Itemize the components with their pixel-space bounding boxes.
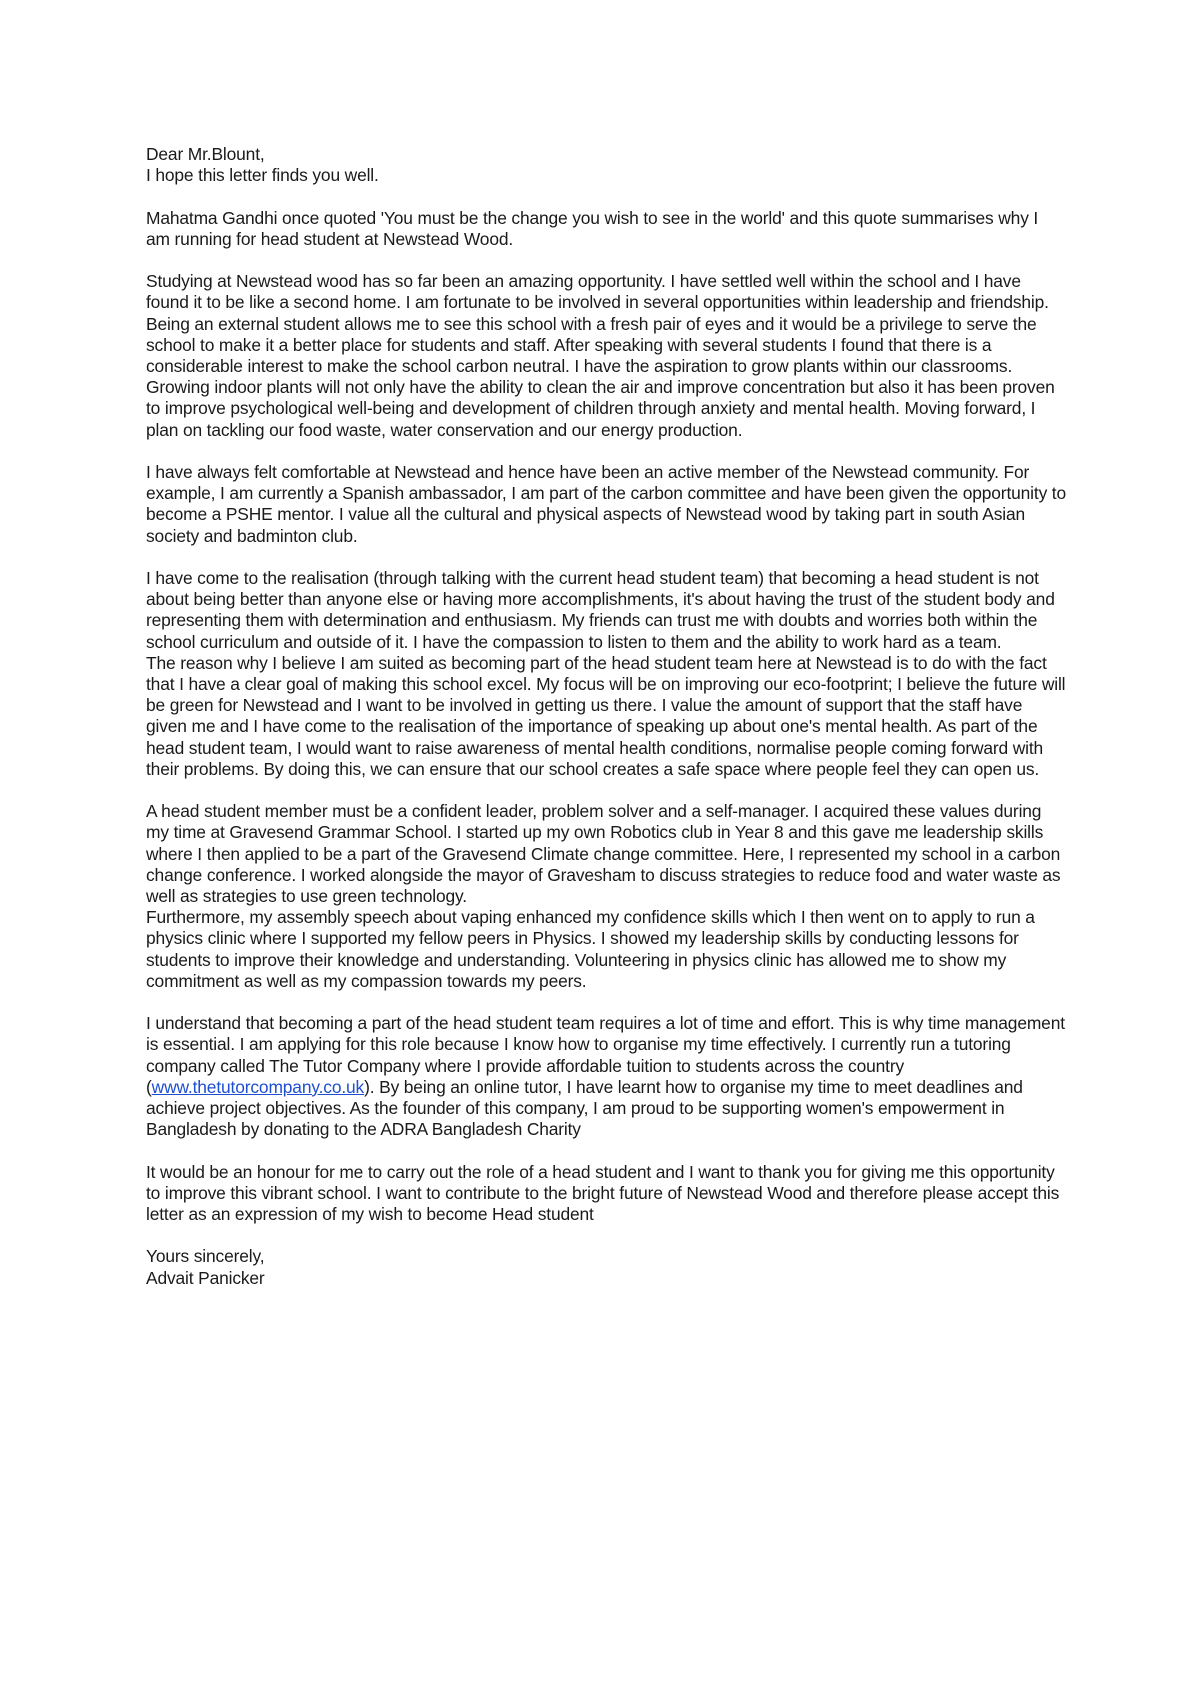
paragraph-tutoring bbox=[146, 1013, 1066, 1140]
tutoring-text-before: I understand that becoming a part of the head student team requires a lot of time and effort. This is why time management is essential. I am applying for this role because I know how to organise my time effectively. I currently run a tutoring company called The Tutor Company where I provide affordable tuition to students across the country ( bbox=[146, 1013, 1065, 1097]
paragraph-gandhi-quote: Mahatma Gandhi once quoted 'You must be the change you wish to see in the world' and this quote summarises why I am running for head student at Newstead Wood. bbox=[146, 207, 1039, 249]
paragraph-studying: Studying at Newstead wood has so far been an amazing opportunity. I have settled well within the school and I have found it to be like a second home. I am fortunate to be involved in several opportunities within leadership and friendship. Being an external student allows me to see this school with a fresh pair of eyes and it would be a privilege to serve the school to make it a better place for students and staff. After speaking with several students I found that there is a considerable interest to make the school carbon neutral. I have the aspiration to grow plants within our classrooms. Growing indoor plants will not only have the ability to clean the air and improve concentration but also it has been proven to improve psychological well-being and development of children through anxiety and mental health. Moving forward, I plan on tackling our food waste, water conservation and our energy production. bbox=[146, 271, 1055, 440]
salutation: Dear Mr.Blount, bbox=[146, 144, 265, 164]
sign-off bbox=[146, 1246, 1066, 1288]
opening bbox=[146, 144, 1066, 186]
tutor-company-link[interactable]: www.thetutorcompany.co.uk bbox=[151, 1076, 365, 1097]
signature: Advait Panicker bbox=[146, 1267, 265, 1288]
paragraph-physics-clinic: Furthermore, my assembly speech about vaping enhanced my confidence skills which I then went on to apply to run a physics clinic where I supported my fellow peers in Physics. I showed my leadership skills by conducting lessons for students to improve their knowledge and understanding. Volunteering in physics clinic has allowed me to show my commitment as well as my compassion towards my peers. bbox=[146, 907, 1035, 991]
greeting: I hope this letter finds you well. bbox=[146, 165, 379, 186]
closing: Yours sincerely, bbox=[146, 1246, 265, 1267]
paragraph-community: I have always felt comfortable at Newstead and hence have been an active member of the Newstead community. For example, I am currently a Spanish ambassador, I am part of the carbon committee and have been given the opportunity to become a PSHE mentor. I value all the cultural and physical aspects of Newstead wood by taking part in south Asian society and badminton club. bbox=[146, 462, 1066, 546]
tutoring-text-after: ). By being an online tutor, I have learnt how to organise my time to meet deadlines and achieve project objectives. As the founder of this company, I am proud to be supporting women's empowerment in Bangladesh by donating to the ADRA Bangladesh Charity bbox=[146, 1076, 1023, 1140]
letter-body bbox=[146, 144, 1066, 1310]
paragraph-realisation: I have come to the realisation (through talking with the current head student team) that becoming a head student is not about being better than anyone else or having more accomplishments, it's about having the trust of the student body and representing them with determination and enthusiasm. My friends can trust me with doubts and worries both within the school curriculum and outside of it. I have the compassion to listen to them and the ability to work hard as a team. bbox=[146, 568, 1055, 652]
paragraph-reason: The reason why I believe I am suited as becoming part of the head student team here at Newstead is to do with the fact that I have a clear goal of making this school excel. My focus will be on improving our eco-footprint; I believe the future will be green for Newstead and I want to be involved in getting us there. I value the amount of support that the staff have given me and I have come to the realisation of the importance of speaking up about one's mental health. As part of the head student team, I would want to raise awareness of mental health conditions, normalise people coming forward with their problems. By doing this, we can ensure that our school creates a safe space where people feel they can open us. bbox=[146, 652, 1066, 779]
paragraph-leadership: A head student member must be a confident leader, problem solver and a self-manager. I acquired these values during my time at Gravesend Grammar School. I started up my own Robotics club in Year 8 and this gave me leadership skills where I then applied to be a part of the Gravesend Climate change committee. Here, I represented my school in a carbon change conference. I worked alongside the mayor of Gravesham to discuss strategies to reduce food and water waste as well as strategies to use green technology. bbox=[146, 801, 1061, 907]
paragraph-closing-statement: It would be an honour for me to carry out the role of a head student and I want to thank you for giving me this opportunity to improve this vibrant school. I want to contribute to the bright future of Newstead Wood and therefore please accept this letter as an expression of my wish to become Head student bbox=[146, 1161, 1060, 1225]
